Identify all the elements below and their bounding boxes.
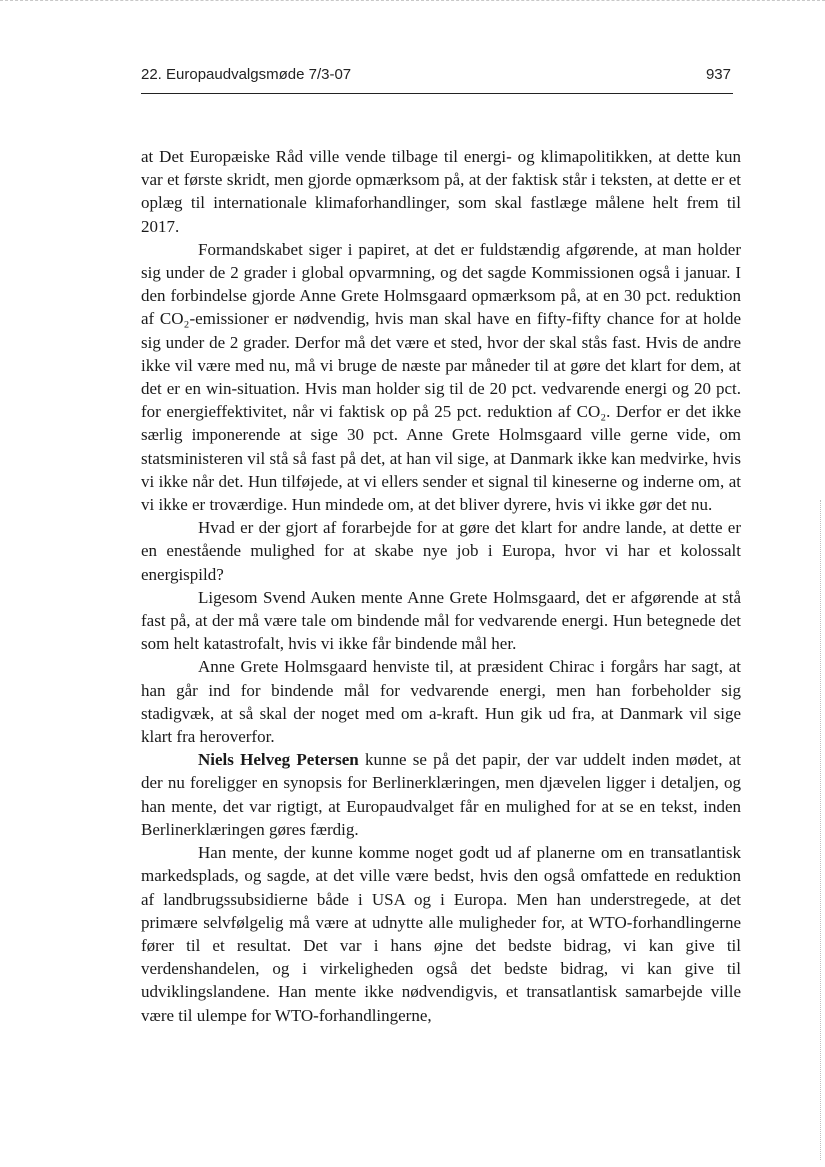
- speaker-text: kunne se på det papir, der var uddelt inden mødet, at der nu foreligger en synopsis for Berlinerklæringen, men djævelen ligger i detaljen, og han mente, det var rigtigt, at Europaudvalget får en mulighed for at se en tekst, inden Berlinerklæringen gøres færdig.: [141, 750, 742, 839]
- paragraph: Hvad er der gjort af forarbejde for at gøre det klart for andre lande, at dette er en enestående mulighed for at skabe nye job i Europa, hvor vi har et kolossalt energispild?: [141, 518, 741, 584]
- header-title: 22. Europaudvalgsmøde 7/3-07: [141, 66, 352, 83]
- paragraph: Ligesom Svend Auken mente Anne Grete Holmsgaard, det er afgørende at stå fast på, at der må være tale om bindende mål for vedvarende energi. Hun betegnede det som helt katastrofalt, hvis vi ikke får bindende mål her.: [141, 587, 741, 654]
- scan-edge-top: [0, 0, 825, 7]
- paragraph: Formandskabet siger i papiret, at det er fuldstændig afgørende, at man holder sig under de 2 grader i global opvarmning, og det sagde Kommissionen også i januar. I den forbindelse gjorde Anne Grete Holmsgaard opmærksom på, at en 30 pct. reduktion af CO₂-emissioner er nødvendig, hvis man skal have en fifty-fifty chance for at holde sig under de 2 grader. Derfor må det være et sted, hvor der skal stås fast. Hvis de andre ikke vil være med nu, må vi bruge de næste par måneder til at gøre det klart for dem, at det er en win-situation. Hvis man holder sig til de 20 pct. vedvarende energi og 20 pct. for energieffektivitet, når vi faktisk op på 25 pct. reduktion af CO₂. Derfor er det ikke særlig imponerende at sige 30 pct. Anne Grete Holmsgaard ville gerne vide, om statsministeren vil stå så fast på det, at han vil sige, at Danmark ikke kan medvirke, hvis vi ikke når det. Hun tilføjede, at vi ellers sender et signal til kineserne og inderne om, at vi ikke er troværdige. Hun mindede om, at det bliver dyrere, hvis vi ikke gør det nu.: [141, 239, 741, 515]
- paragraph-speaker: [141, 748, 741, 841]
- paragraph: Han mente, der kunne komme noget godt ud af planerne om en transatlantisk markedsplads, og sagde, at det ville være bedst, hvis den også omfattede en reduktion af landbrugssubsidierne både i USA og i Europa. Men han understregede, at det primære selvfølgelig må være at udnytte alle muligheder for, at WTO-forhandlingerne fører til et resultat. Det var i hans øjne det bedste bidrag, vi kan give til verdenshandelen, og i virkeligheden også det bedste bidrag, vi kan give til udviklingslandene. Han mente ikke nødvendigvis, et transatlantisk samarbejde ville være til ulempe for WTO-forhandlingerne,: [141, 843, 741, 1025]
- speaker-name: Niels Helveg Petersen: [198, 750, 359, 770]
- running-header: [141, 63, 733, 94]
- page-number: 937: [705, 66, 731, 83]
- scan-edge-right: [820, 500, 821, 1160]
- paragraph-continuation: at Det Europæiske Råd ville vende tilbage til energi- og klimapolitikken, at dette kun var et første skridt, men gjorde opmærksom på, at der faktisk står i teksten, at dette er et oplæg til internationale klimaforhandlinger, som skal fastlæge målene helt frem til 2017.: [141, 147, 741, 236]
- paragraph: Anne Grete Holmsgaard henviste til, at præsident Chirac i forgårs har sagt, at han går ind for bindende mål for vedvarende energi, men han forbeholder sig stadigvæk, at så skal der noget med om a-kraft. Hun gik ud fra, at Danmark vil sige klart fra heroverfor.: [141, 657, 741, 747]
- body-text: [141, 145, 741, 1027]
